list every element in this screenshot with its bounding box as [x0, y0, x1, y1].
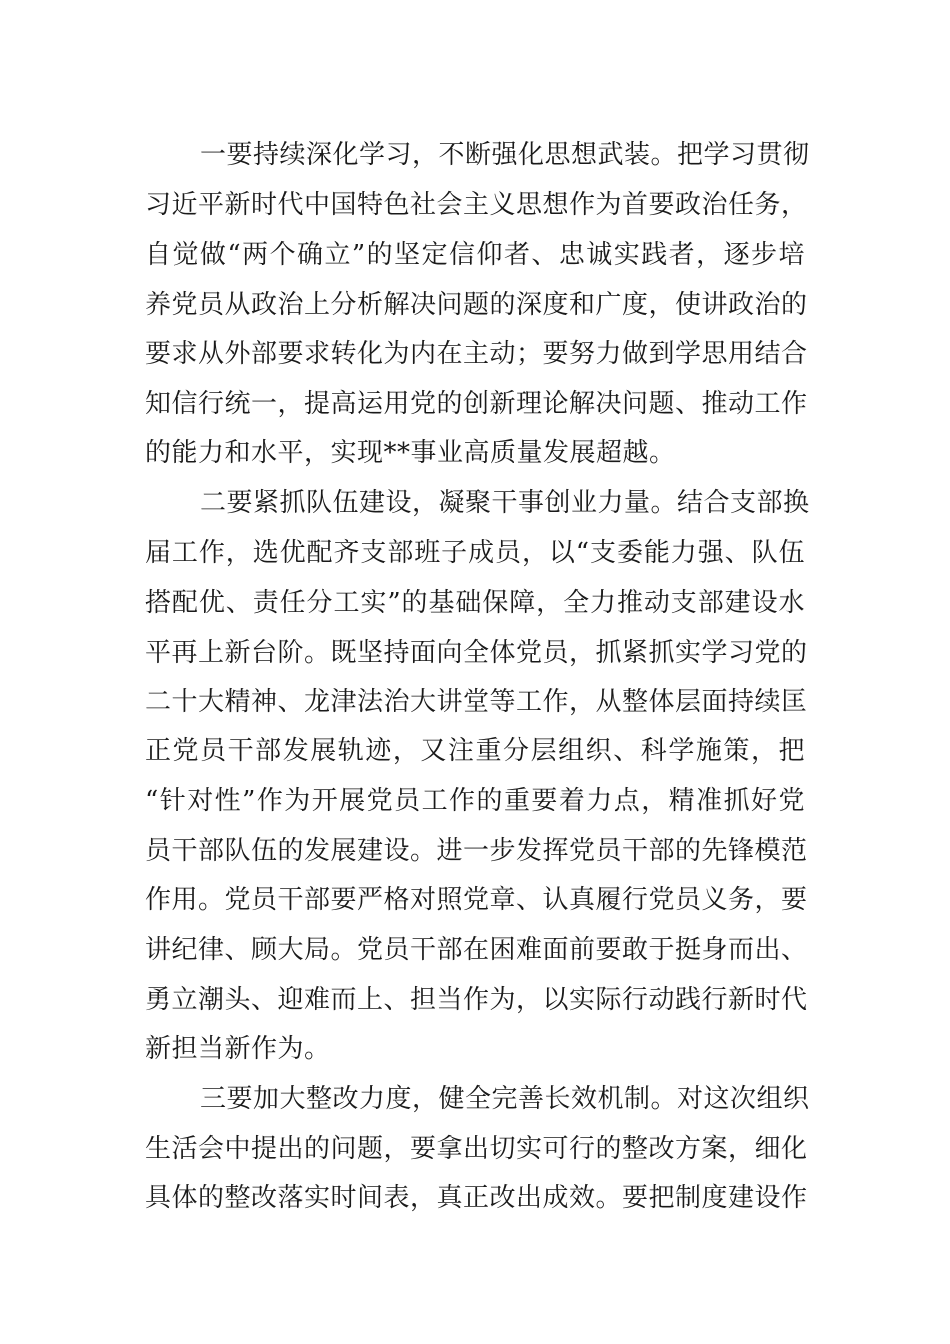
paragraph-2-line-10: 讲纪律、顾大局。党员干部在困难面前要敢于挺身而出、 — [145, 935, 808, 965]
paragraph-2-line-6: 正党员干部发展轨迹，又注重分层组织、科学施策，把 — [145, 736, 805, 766]
paragraph-2-line-12: 新担当新作为。 — [145, 1034, 331, 1064]
paragraph-1-line-3: 自觉做“两个确立”的坚定信仰者、忠诚实践者，逐步培 — [145, 240, 805, 270]
paragraph-1-line-4: 养党员从政治上分析解决问题的深度和广度，使讲政治的 — [145, 290, 808, 320]
paragraph-2-line-3: 搭配优、责任分工实”的基础保障，全力推动支部建设水 — [145, 588, 805, 618]
paragraph-2-line-11: 勇立潮头、迎难而上、担当作为，以实际行动践行新时代 — [145, 985, 808, 1015]
paragraph-2-line-9: 作用。党员干部要严格对照党章、认真履行党员义务，要 — [145, 885, 808, 915]
paragraph-2-line-1: 二要紧抓队伍建设，凝聚干事创业力量。结合支部换 — [200, 488, 810, 518]
paragraph-3-line-2: 生活会中提出的问题，要拿出切实可行的整改方案，细化 — [145, 1134, 808, 1164]
paragraph-2-line-2: 届工作，选优配齐支部班子成员，以“支委能力强、队伍 — [145, 538, 805, 568]
paragraph-1-line-5: 要求从外部要求转化为内在主动；要努力做到学思用结合 — [145, 339, 808, 369]
paragraph-1-line-6: 知信行统一，提高运用党的创新理论解决问题、推动工作 — [145, 389, 808, 419]
paragraph-3-line-3: 具体的整改落实时间表，真正改出成效。要把制度建设作 — [145, 1183, 808, 1213]
paragraph-1-line-7: 的能力和水平，实现**事业高质量发展超越。 — [145, 438, 676, 468]
paragraph-2-line-8: 员干部队伍的发展建设。进一步发挥党员干部的先锋模范 — [145, 836, 808, 866]
paragraph-1-line-2: 习近平新时代中国特色社会主义思想作为首要政治任务， — [145, 190, 808, 220]
paragraph-2-line-7: “针对性”作为开展党员工作的重要着力点，精准抓好党 — [145, 786, 805, 816]
paragraph-3-line-1: 三要加大整改力度，健全完善长效机制。对这次组织 — [200, 1084, 810, 1114]
paragraph-2-line-5: 二十大精神、龙津法治大讲堂等工作，从整体层面持续匡 — [145, 687, 808, 717]
paragraph-1-line-1: 一要持续深化学习，不断强化思想武装。把学习贯彻 — [200, 140, 810, 170]
paragraph-2-line-4: 平再上新台阶。既坚持面向全体党员，抓紧抓实学习党的 — [145, 638, 808, 668]
